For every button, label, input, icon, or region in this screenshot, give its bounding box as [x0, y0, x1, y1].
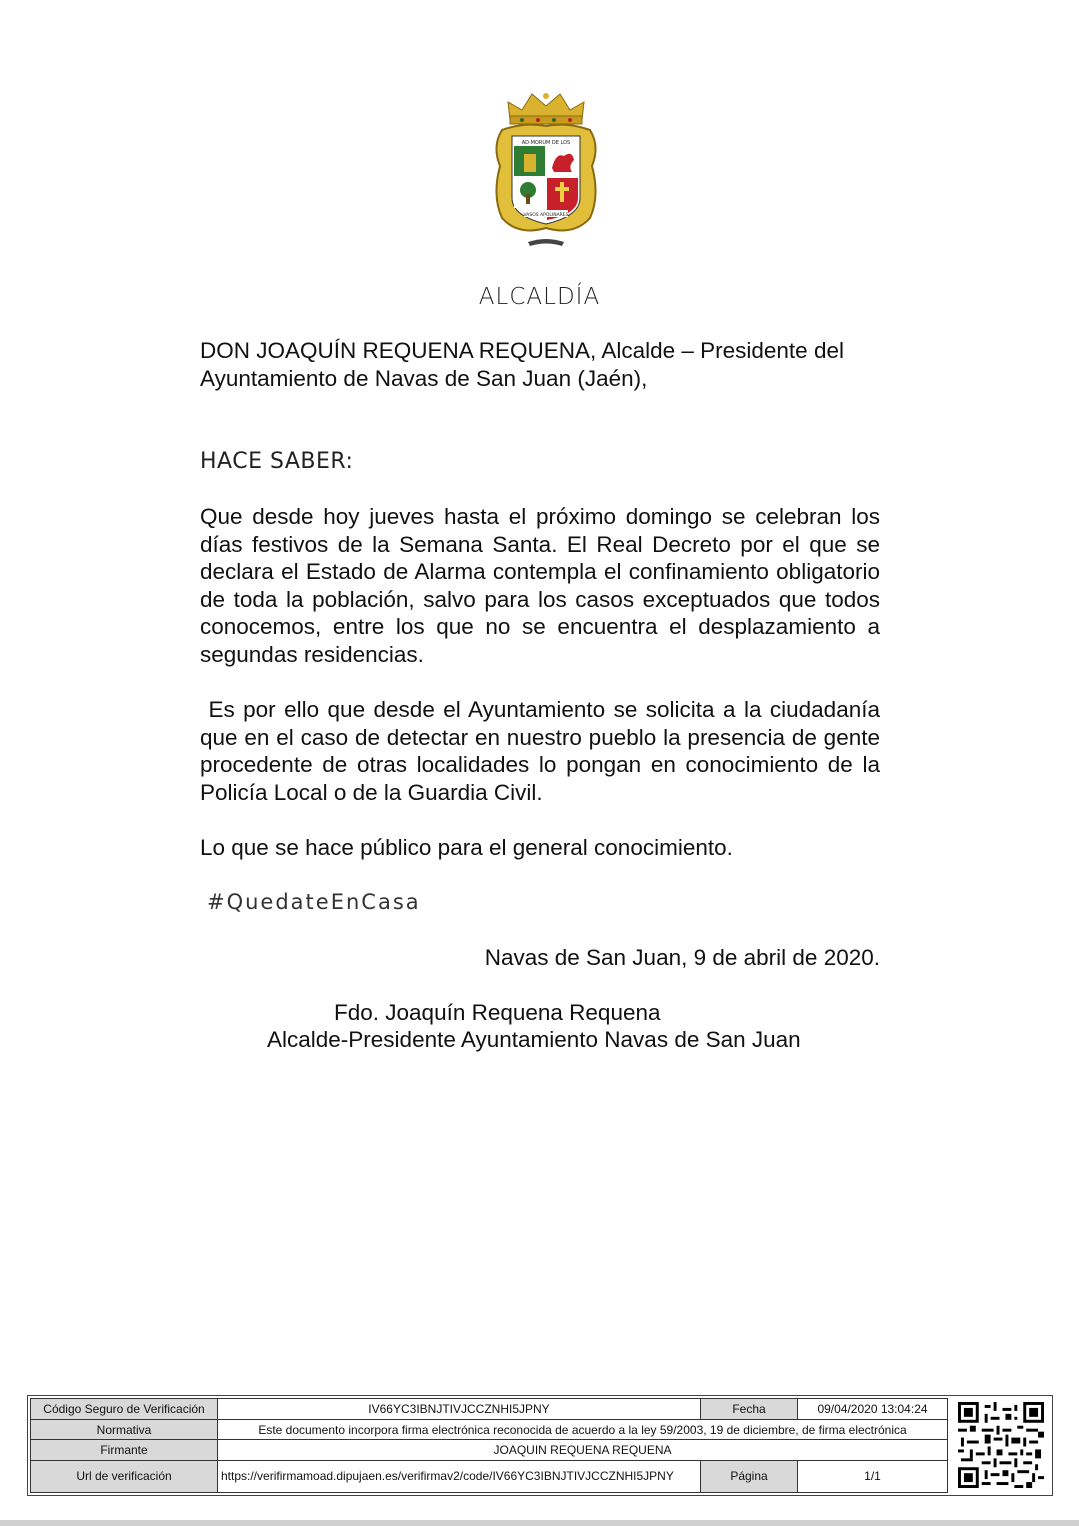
- bottom-page-edge: [0, 1520, 1079, 1526]
- hashtag: #QuedateEnCasa: [207, 890, 421, 914]
- firmante-label: Firmante: [31, 1440, 218, 1460]
- coat-of-arms-logo: [488, 86, 604, 258]
- place-and-date: Navas de San Juan, 9 de abril de 2020.: [484, 945, 880, 970]
- crest-top-motto: AD·MORUM DE LOS: [521, 140, 571, 146]
- verification-url-link[interactable]: https://verifirmamoad.dipujaen.es/verifirmav2/code/IV66YC3IBNJTIVJCCZNHI5JPNY: [218, 1460, 701, 1492]
- qr-code-icon[interactable]: [958, 1402, 1044, 1488]
- url-label: Url de verificación: [31, 1460, 218, 1492]
- verification-footer: [27, 1395, 1053, 1496]
- body-paragraph-2: Es por ello que desde el Ayuntamiento se solicita a la ciudadanía que en el caso de detectar en nuestro pueblo la presencia de gente procedente de otras localidades lo pongan en conocimiento de la Policía Local o de la Guardia Civil.: [200, 697, 887, 805]
- crest-bottom-motto: VASOS APOLINARES: [523, 213, 569, 218]
- csv-label: Código Seguro de Verificación: [31, 1399, 218, 1420]
- firmante-value: JOAQUIN REQUENA REQUENA: [218, 1440, 948, 1460]
- pagina-value: 1/1: [798, 1460, 948, 1492]
- normativa-value: Este documento incorpora firma electrónica reconocida de acuerdo a la ley 59/2003, 19 de diciembre, de firma electrónica: [218, 1420, 948, 1440]
- fecha-value: 09/04/2020 13:04:24: [798, 1399, 948, 1420]
- page-heading: ALCALDÍA: [478, 284, 601, 310]
- hace-saber-heading: HACE SABER:: [200, 449, 354, 474]
- fecha-label: Fecha: [701, 1399, 798, 1420]
- pagina-label: Página: [701, 1460, 798, 1492]
- csv-value: IV66YC3IBNJTIVJCCZNHI5JPNY: [218, 1399, 701, 1420]
- closing-paragraph: Lo que se hace público para el general conocimiento.: [200, 835, 733, 860]
- body-paragraph-1: Que desde hoy jueves hasta el próximo domingo se celebran los días festivos de la Semana Santa. El Real Decreto por el que se declara el Estado de Alarma contempla el confinamiento obligatorio de toda la población, salvo para los casos exceptuados que todos conocemos, entre los que no se encuentra el desplazamiento a segundas residencias.: [200, 504, 880, 667]
- crown-icon: [508, 93, 584, 124]
- intro-paragraph: DON JOAQUÍN REQUENA REQUENA, Alcalde – Presidente del Ayuntamiento de Navas de San Juan (Jaén),: [200, 338, 844, 391]
- verification-table: [30, 1398, 948, 1493]
- signature-title: Alcalde-Presidente Ayuntamiento Navas de San Juan: [267, 1027, 801, 1052]
- normativa-label: Normativa: [31, 1420, 218, 1440]
- signature-name: Fdo. Joaquín Requena Requena: [334, 1000, 661, 1025]
